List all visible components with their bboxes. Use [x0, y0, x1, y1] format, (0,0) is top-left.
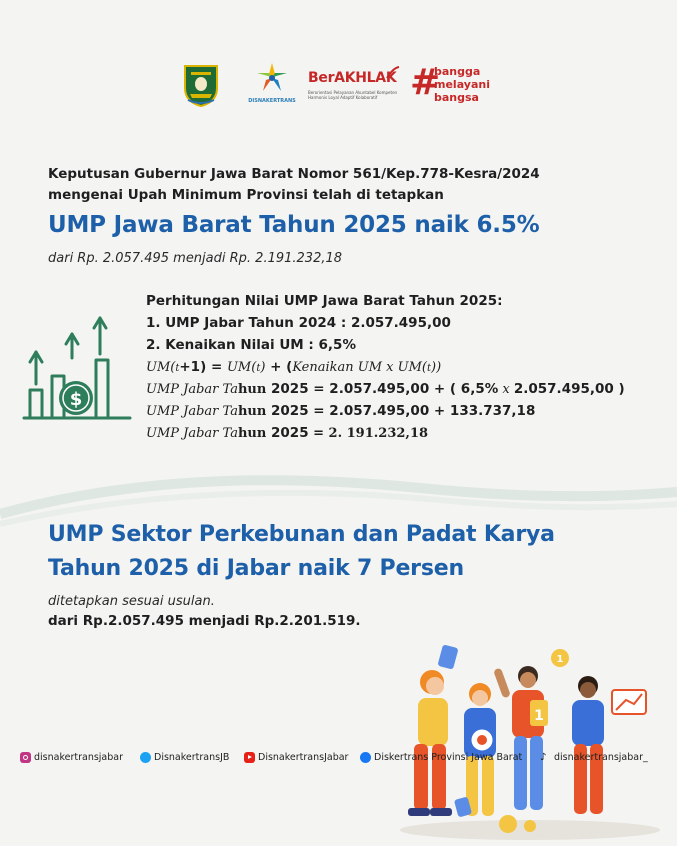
disnakertrans-caption: DISNAKERTRANS: [248, 98, 296, 104]
social-tiktok[interactable]: [540, 752, 648, 763]
calculation-title: Perhitungan Nilai UMP Jawa Barat Tahun 2025:: [146, 293, 503, 309]
formula-part: Kenaikan UM x UM(: [292, 360, 427, 375]
decree-line: mengenai Upah Minimum Provinsi telah di tetapkan: [48, 187, 444, 203]
svg-text:$: $: [69, 389, 83, 410]
ump-headline: UMP Jawa Barat Tahun 2025 naik 6.5%: [48, 212, 540, 238]
calculation-block: [146, 290, 666, 444]
youtube-icon: [244, 752, 255, 763]
berakhlak-wordmark: BerAKHLAK: [308, 70, 397, 86]
ump-change-subtitle: dari Rp. 2.057.495 menjadi Rp. 2.191.232,18: [48, 251, 343, 266]
logo-row: [0, 60, 677, 110]
formula-part: t: [256, 363, 261, 374]
instagram-icon: [20, 752, 31, 763]
bangga-line: bangsa: [434, 91, 479, 104]
row-value: 2.057.495,00 ): [513, 381, 625, 397]
sector-note: ditetapkan sesuai usulan.: [48, 594, 215, 609]
social-label: disnakertransjabar: [34, 752, 124, 763]
berakhlak-tagline: Berorientasi Pelayanan Akuntabel Kompeten Harmonis Loyal Adaptif Kolaboratif: [308, 90, 398, 100]
decree-text: [48, 164, 648, 206]
jawa-barat-emblem-icon: [181, 62, 221, 108]
row-label: UMP Jabar Ta: [146, 426, 238, 441]
formula-part: UM(: [226, 360, 257, 375]
berakhlak-logo: [308, 66, 400, 106]
formula-part: t: [426, 363, 432, 374]
social-bar: [20, 752, 660, 770]
calculation-formula: [146, 356, 666, 378]
social-label: DisnakertransJB: [154, 752, 230, 763]
calculation-row: [146, 378, 666, 400]
formula-part: + (: [265, 359, 293, 375]
row-label: UMP Jabar Ta: [146, 382, 238, 397]
calculation-row: [146, 400, 666, 422]
hashtag-icon: #: [410, 62, 441, 103]
social-youtube[interactable]: [244, 752, 348, 763]
row-label-bold: hun: [237, 382, 267, 397]
decree-line: Keputusan Gubernur Jawa Barat Nomor 561/Kep.778-Kesra/2024: [48, 166, 540, 182]
social-label: DisnakertransJabar: [258, 752, 349, 763]
row-label-bold: hun: [237, 426, 267, 441]
money-growth-icon: [22, 314, 132, 426]
social-twitter[interactable]: [140, 752, 229, 763]
people-celebration-illustration: [380, 640, 677, 846]
sector-headline-line: Tahun 2025 di Jabar naik 7 Persen: [48, 556, 464, 581]
formula-part: +1): [179, 359, 207, 375]
row-value: 2025 = 2.057.495,00 + 133.737,18: [266, 403, 536, 419]
calculation-row: [146, 422, 666, 444]
social-label: Diskertrans Provinsi Jawa Barat: [374, 752, 523, 763]
row-times: x: [498, 382, 514, 397]
social-facebook[interactable]: [360, 752, 522, 763]
disnakertrans-star-icon: [246, 60, 298, 98]
formula-part: =: [206, 359, 227, 375]
formula-part: )): [431, 360, 442, 375]
svg-text:1: 1: [534, 708, 544, 724]
social-label: disnakertransjabar_: [554, 752, 648, 763]
bangga-line: melayani: [434, 78, 490, 91]
sector-headline: [48, 518, 608, 586]
row-value: 2025: [266, 425, 309, 441]
twitter-icon: [140, 752, 151, 763]
row-value: 2025 = 2.057.495,00 + ( 6,5%: [266, 381, 499, 397]
calculation-item: 1. UMP Jabar Tahun 2024 : 2.057.495,00: [146, 315, 451, 331]
tiktok-icon: ♪: [540, 752, 547, 763]
row-label: UMP Jabar Ta: [146, 404, 238, 419]
bangga-lines: [434, 65, 490, 104]
formula-part: UM(: [146, 360, 176, 375]
row-value: = 2. 191.232,18: [308, 426, 429, 441]
sector-change: dari Rp.2.057.495 menjadi Rp.2.201.519.: [48, 613, 361, 629]
bangga-melayani-bangsa-logo: [410, 64, 510, 108]
svg-text:1: 1: [556, 654, 564, 665]
row-label-bold: hun: [237, 404, 267, 419]
bangga-line: bangga: [434, 65, 481, 78]
formula-part: ): [260, 360, 266, 375]
social-instagram[interactable]: [20, 752, 123, 763]
calculation-item: 2. Kenaikan Nilai UM : 6,5%: [146, 337, 356, 353]
disnakertrans-logo: [246, 60, 298, 110]
sector-headline-line: UMP Sektor Perkebunan dan Padat Karya: [48, 522, 555, 547]
berakhlak-swoosh-icon: [386, 66, 400, 80]
facebook-icon: [360, 752, 371, 763]
formula-part: t: [175, 363, 180, 374]
